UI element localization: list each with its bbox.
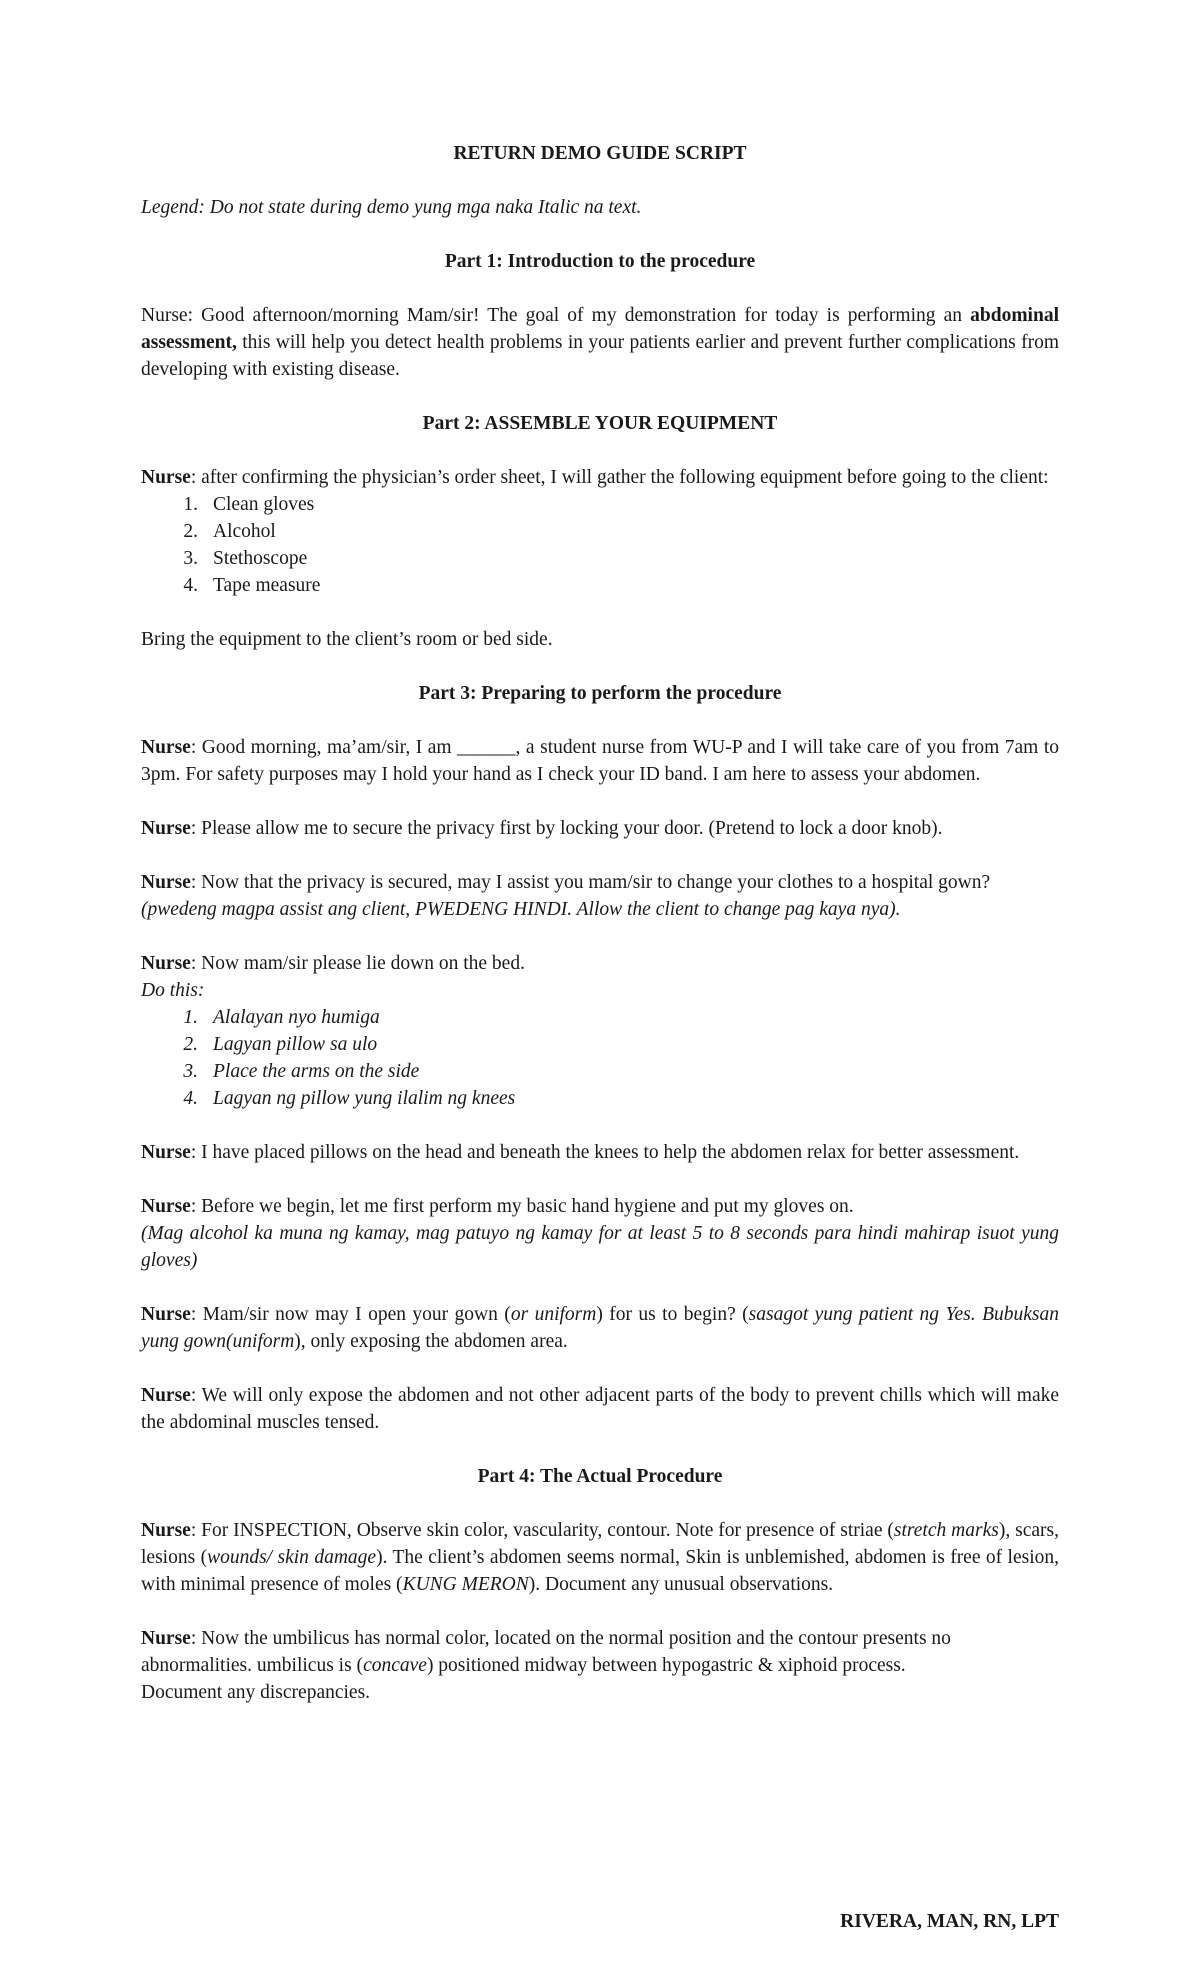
author-signature: RIVERA, MAN, RN, LPT (840, 1911, 1059, 1932)
part3-para-3: Nurse: Now that the privacy is secured, may I assist you mam/sir to change your clothes to a hospital gown? (141, 872, 991, 893)
part2-heading: Part 2: ASSEMBLE YOUR EQUIPMENT (422, 413, 778, 434)
part3-heading: Part 3: Preparing to perform the procedure (418, 683, 782, 704)
part2-intro: Nurse: after confirming the physician’s order sheet, I will gather the following equipment before going to the client: (141, 467, 1049, 488)
list-item: 3. Stethoscope (183, 548, 308, 569)
positioning-steps-list (141, 1004, 1059, 1112)
part1-paragraph: Nurse: Good afternoon/morning Mam/sir! The goal of my demonstration for today is performing an abdominal assessment, this will help you detect health problems in your patients earlier and prevent further complications from developing with existing disease. (141, 305, 1059, 380)
list-item: 4. Tape measure (183, 575, 321, 596)
do-this-label: Do this: (141, 980, 205, 1001)
part3-para-2: Nurse: Please allow me to secure the privacy first by locking your door. (Pretend to lock a door knob). (141, 818, 943, 839)
part4-heading: Part 4: The Actual Procedure (477, 1466, 723, 1487)
list-item: 1. Alalayan nyo humiga (183, 1007, 380, 1028)
part4-para-1: Nurse: For INSPECTION, Observe skin color, vascularity, contour. Note for presence of striae (stretch marks), scars, lesions (wounds/ skin damage). The client’s abdomen seems normal, Skin is unblemished, abdomen is free of lesion, with minimal presence of moles (KUNG MERON). Document any unusual observations. (141, 1520, 1060, 1595)
part3-para-7: Nurse: Mam/sir now may I open your gown (or uniform) for us to begin? (sasagot yung patient ng Yes. Bubuksan yung gown(uniform), only exposing the abdomen area. (141, 1304, 1059, 1352)
part4-para-2: Nurse: Now the umbilicus has normal color, located on the normal position and the contour presents no abnormalities. umbilicus is (concave) positioned midway between hypogastric & xiphoid process. Document any discrepancies. (141, 1628, 951, 1703)
list-item: 2. Alcohol (183, 521, 276, 542)
equipment-list (141, 491, 1059, 599)
part3-para-1: Nurse: Good morning, ma’am/sir, I am ______, a student nurse from WU-P and I will take care of you from 7am to 3pm. For safety purposes may I hold your hand as I check your ID band. I am here to assess your abdomen. (141, 737, 1059, 785)
legend-note: Legend: Do not state during demo yung mga naka Italic na text. (141, 197, 642, 218)
list-item: 4. Lagyan ng pillow yung ilalim ng knees (183, 1088, 516, 1109)
part1-heading: Part 1: Introduction to the procedure (444, 251, 756, 272)
list-item: 1. Clean gloves (183, 494, 315, 515)
part3-note-3: (pwedeng magpa assist ang client, PWEDENG HINDI. Allow the client to change pag kaya nya). (141, 899, 901, 920)
part2-closing: Bring the equipment to the client’s room or bed side. (141, 629, 553, 650)
document-page (141, 140, 1059, 1706)
document-title: RETURN DEMO GUIDE SCRIPT (453, 143, 747, 164)
part3-note-6: (Mag alcohol ka muna ng kamay, mag patuyo ng kamay for at least 5 to 8 seconds para hindi mahirap isuot yung gloves) (141, 1223, 1059, 1271)
part3-para-8: Nurse: We will only expose the abdomen and not other adjacent parts of the body to prevent chills which will make the abdominal muscles tensed. (141, 1385, 1059, 1433)
part3-para-5: Nurse: I have placed pillows on the head and beneath the knees to help the abdomen relax for better assessment. (141, 1142, 1020, 1163)
part3-para-6: Nurse: Before we begin, let me first perform my basic hand hygiene and put my gloves on. (141, 1196, 854, 1217)
list-item: 2. Lagyan pillow sa ulo (183, 1034, 378, 1055)
part3-para-4: Nurse: Now mam/sir please lie down on the bed. (141, 953, 525, 974)
list-item: 3. Place the arms on the side (183, 1061, 420, 1082)
